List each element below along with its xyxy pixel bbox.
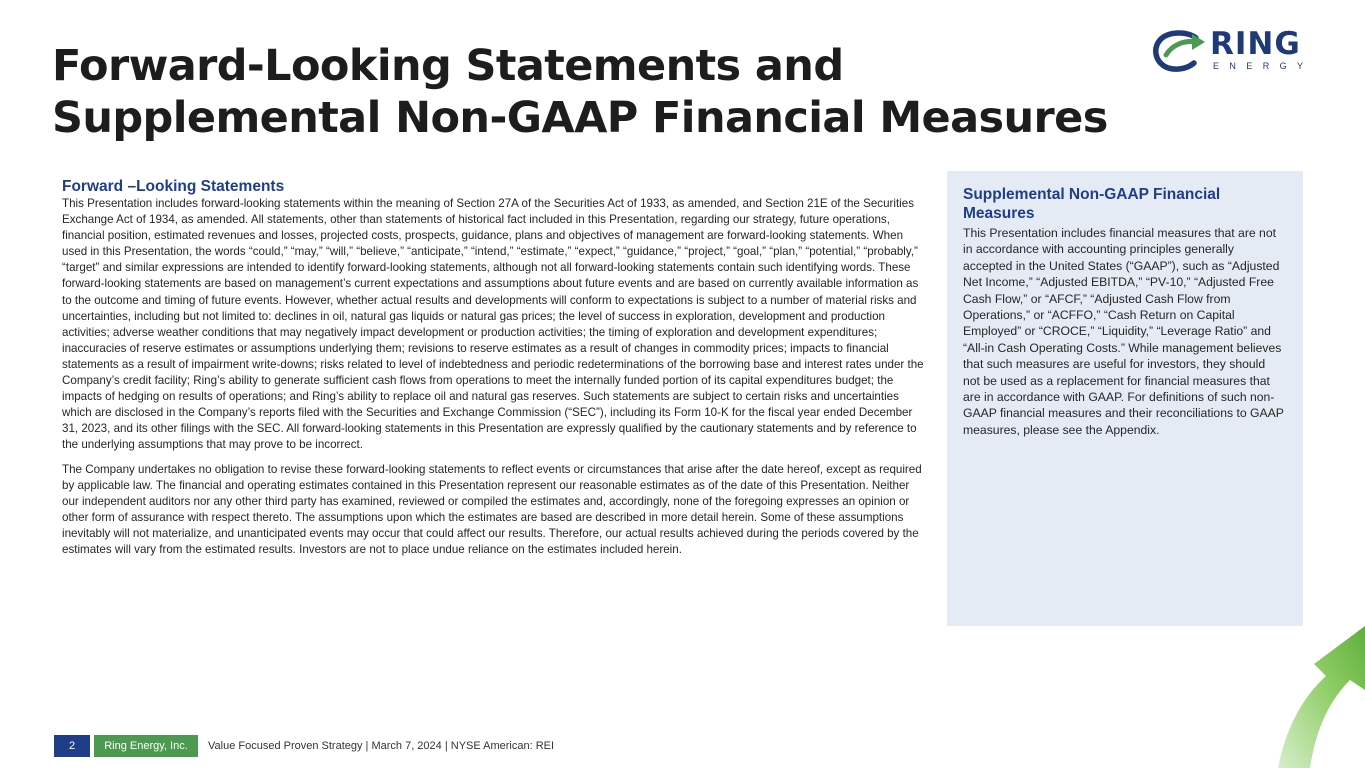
forward-looking-heading: Forward –Looking Statements bbox=[62, 178, 285, 195]
forward-looking-section bbox=[62, 178, 928, 558]
ring-arrow-logo-icon bbox=[1152, 30, 1208, 72]
ring-energy-logo bbox=[1152, 26, 1322, 76]
footer-text: Value Focused Proven Strategy | March 7, 2024 | NYSE American: REI bbox=[208, 740, 555, 752]
green-up-arrow-icon bbox=[1250, 620, 1365, 768]
page-title bbox=[52, 40, 1112, 144]
footer-company: Ring Energy, Inc. bbox=[94, 735, 198, 757]
page-title-line-1: Forward-Looking Statements and bbox=[52, 41, 844, 91]
non-gaap-heading: Supplemental Non-GAAP Financial Measures bbox=[963, 186, 1221, 222]
logo-subtitle: ENERGY bbox=[1213, 61, 1314, 71]
non-gaap-paragraph: This Presentation includes financial measures that are not in accordance with accounting principles generally accepted in the United States (“GAAP”), such as “Adjusted Net Income,” “Adjusted EBITDA,” “PV-10,” “Adjusted Free Cash Flow,” or “AFCF,” “Adjusted Cash Flow from Operations,” or “ACFFO,” “Cash Return on Capital Employed” or “CROCE,” “Liquidity,” “Leverage Ratio” and “All-in Cash Operating Costs.” While management believes that such measures are useful for investors, they should not be used as a replacement for financial measures that are in accordance with GAAP. For definitions of such non-GAAP financial measures and their reconciliations to GAAP measures, please see the Appendix. bbox=[963, 226, 1284, 437]
forward-looking-paragraph-1: This Presentation includes forward-looking statements within the meaning of Section 27A of the Securities Act of 1933, as amended, and Section 21E of the Securities Exchange Act of 1934, as amended. All statements, other than statements of historical fact included in this Presentation, regarding our strategy, future operations, financial position, estimated revenues and losses, projected costs, prospects, guidance, plans and objectives of management are forward-looking statements. When used in this Presentation, the words “could,” “may,” “will,” “believe,” “anticipate,” “intend,” “estimate,” “expect,” “guidance,” “project,” “goal,” “plan,” “potential,” “probably,” “target” and similar expressions are intended to identify forward-looking statements, although not all forward-looking statements contain such identifying words. These forward-looking statements are based on management’s current expectations and assumptions about future events and are based on currently available information as to the outcome and timing of future events. However, whether actual results and developments will conform to expectations is subject to a number of material risks and uncertainties, including but not limited to: declines in oil, natural gas liquids or natural gas prices; the level of success in exploration, development and production activities; adverse weather conditions that may negatively impact development or production activities; the timing of exploration and development expenditures; inaccuracies of reserve estimates or assumptions underlying them; revisions to reserve estimates as a result of changes in commodity prices; impacts to financial statements as a result of impairment write-downs; risks related to level of indebtedness and periodic redeterminations of the borrowing base and interest rates under the Company’s credit facility; Ring’s ability to generate sufficient cash flows from operations to meet the internally funded portion of its capital expenditures budget; the impacts of hedging on results of operations; and Ring’s ability to replace oil and natural gas reserves. Such statements are subject to certain risks and uncertainties which are disclosed in the Company’s reports filed with the Securities and Exchange Commission (“SEC”), including its Form 10-K for the fiscal year ended December 31, 2023, and its other filings with the SEC. All forward-looking statements in this Presentation are expressly qualified by the cautionary statements and by reference to the underlying assumptions that may prove to be incorrect. bbox=[62, 197, 924, 452]
page-number: 2 bbox=[54, 735, 90, 757]
footer bbox=[54, 735, 554, 757]
forward-looking-paragraph-2: The Company undertakes no obligation to revise these forward-looking statements to reflect events or circumstances that arise after the date hereof, except as required by applicable law. The financial and operating estimates contained in this Presentation represent our reasonable estimates as of the date of this Presentation. Neither our independent auditors nor any other third party has examined, reviewed or compiled the estimates and, accordingly, none of the foregoing expresses an opinion or other form of assurance with respect thereto. The assumptions upon which the estimates are based are described in more detail herein. Some of these assumptions inevitably will not materialize, and unanticipated events may occur that could affect our results. Therefore, our actual results achieved during the periods covered by the estimates will vary from the estimated results. Investors are not to place undue reliance on the estimates included herein. bbox=[62, 462, 922, 556]
non-gaap-panel bbox=[947, 171, 1303, 626]
page-title-line-2: Supplemental Non-GAAP Financial Measures bbox=[52, 93, 1108, 143]
logo-wordmark: RING bbox=[1210, 26, 1301, 62]
non-gaap-panel-content bbox=[963, 185, 1285, 438]
